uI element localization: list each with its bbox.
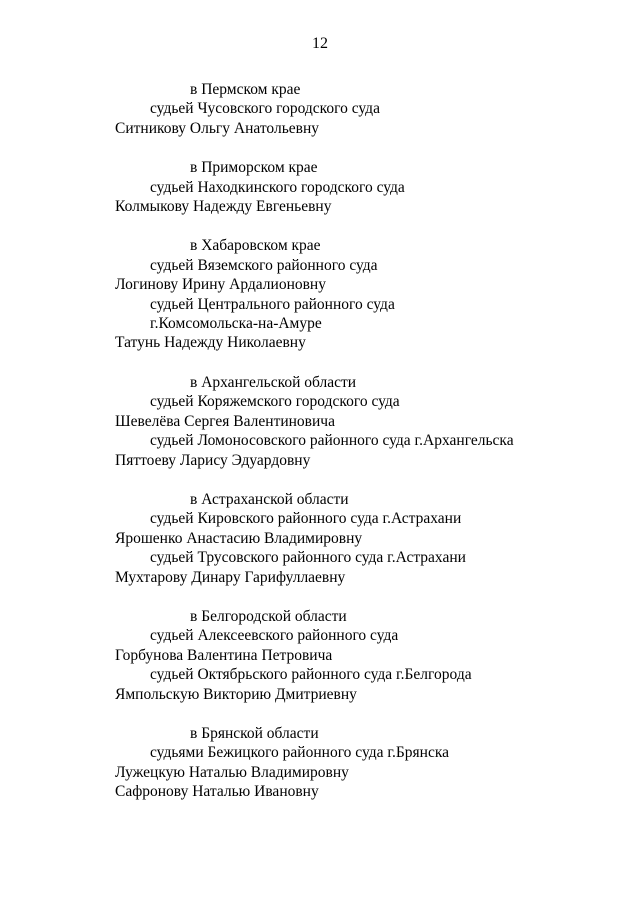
- judge-name: Ситникову Ольгу Анатольевну: [115, 119, 320, 137]
- section-khabarovsk: [115, 236, 625, 352]
- document-body: [115, 80, 625, 822]
- court-line: судьей Коряжемского городского суда: [150, 393, 400, 411]
- court-line: судьей Чусовского городского суда: [150, 100, 380, 118]
- court-line: судьей Кировского районного суда г.Астрахани: [150, 510, 462, 528]
- region-heading: в Хабаровском крае: [190, 237, 321, 255]
- section-primorsky: [115, 158, 625, 216]
- judge-name: Татунь Надежду Николаевну: [115, 334, 306, 352]
- section-belgorod: [115, 607, 625, 704]
- judge-name: Пяттоеву Ларису Эдуардовну: [115, 451, 311, 469]
- section-arkhangelsk: [115, 373, 625, 470]
- judge-name: Колмыкову Надежду Евгеньевну: [115, 198, 332, 216]
- judge-name: Ярошенко Анастасию Владимировну: [115, 529, 363, 547]
- region-heading: в Архангельской области: [190, 373, 357, 391]
- section-astrakhan: [115, 490, 625, 587]
- judge-name: Логинову Ирину Ардалионовну: [115, 276, 326, 294]
- judge-name: Сафронову Наталью Ивановну: [115, 783, 319, 801]
- judge-name: Шевелёва Сергея Валентиновича: [115, 412, 335, 430]
- court-line: судьей Центрального районного суда: [150, 295, 395, 313]
- page-number: 12: [312, 35, 328, 52]
- region-heading: в Астраханской области: [190, 490, 349, 508]
- court-line: судьей Алексеевского районного суда: [150, 627, 399, 645]
- region-heading: в Пермском крае: [190, 81, 301, 98]
- region-heading: в Белгородской области: [190, 607, 347, 625]
- judge-name: Ямпольскую Викторию Дмитриевну: [115, 685, 357, 703]
- court-line: судьей Находкинского городского суда: [150, 178, 405, 196]
- section-bryansk: [115, 724, 625, 802]
- section-perm: [115, 80, 625, 138]
- judge-name: Лужецкую Наталью Владимировну: [115, 763, 349, 781]
- court-line: судьей Октябрьского районного суда г.Белгорода: [150, 666, 472, 684]
- court-city-line: г.Комсомольска-на-Амуре: [150, 315, 322, 333]
- court-line: судьей Ломоносовского районного суда г.Архангельска: [150, 432, 514, 450]
- region-heading: в Приморском крае: [190, 159, 318, 177]
- region-heading: в Брянской области: [190, 724, 319, 742]
- judge-name: Мухтарову Динару Гарифуллаевну: [115, 568, 346, 586]
- court-line: судьями Бежицкого районного суда г.Брянска: [150, 744, 449, 762]
- court-line: судьей Трусовского районного суда г.Астрахани: [150, 549, 466, 567]
- court-line: судьей Вяземского районного суда: [150, 256, 378, 274]
- judge-name: Горбунова Валентина Петровича: [115, 646, 333, 664]
